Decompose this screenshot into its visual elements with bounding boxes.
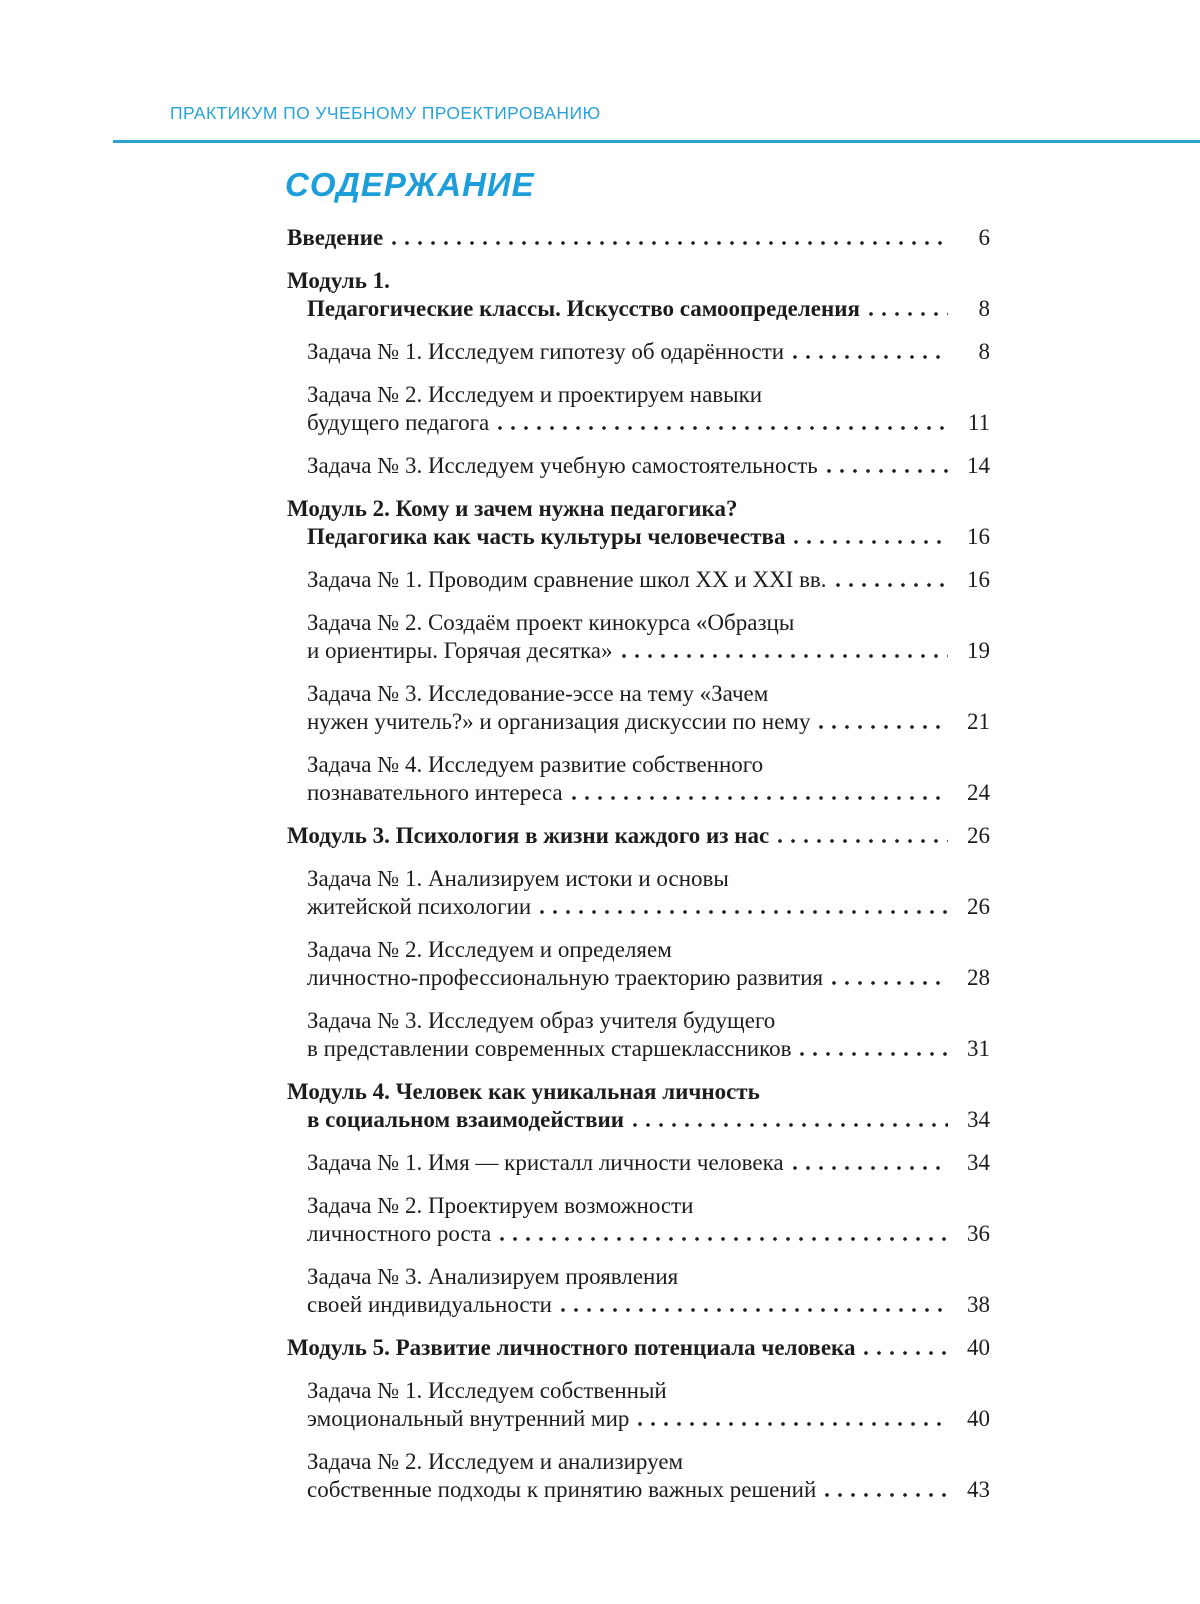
toc-entry-line	[287, 1149, 990, 1177]
toc-entry-line	[287, 1035, 990, 1063]
toc-entry-text: Задача № 4. Исследуем развитие собственного	[307, 752, 764, 777]
toc-entry-text: Задача № 3. Исследуем образ учителя будущего	[307, 1008, 776, 1033]
toc-entry-line	[287, 381, 990, 409]
toc-page-number: 40	[967, 1335, 990, 1360]
toc-entry-text: Задача № 3. Анализируем проявления	[307, 1264, 679, 1289]
toc-entry-text: в представлении современных старшеклассников	[307, 1036, 792, 1061]
toc-dot-leader	[793, 1166, 948, 1170]
toc-entry-line	[287, 566, 990, 594]
toc-entry-line	[287, 865, 990, 893]
toc-dot-leader	[832, 981, 948, 985]
toc-entry-text: личностного роста	[307, 1221, 492, 1246]
toc-entry-text: будущего педагога	[307, 410, 490, 435]
toc-dot-leader	[869, 312, 948, 316]
toc-entry-text: Модуль 2. Кому и зачем нужна педагогика?	[287, 496, 738, 521]
toc-entry	[287, 751, 990, 807]
toc-entry-text: житейской психологии	[307, 894, 532, 919]
toc-entry-line	[287, 1106, 990, 1134]
toc-entry-text: Модуль 5. Развитие личностного потенциала человека	[287, 1335, 856, 1360]
toc-page-number: 8	[978, 339, 990, 364]
toc-entry-text: Педагогика как часть культуры человечества	[307, 524, 786, 549]
toc-entry-text: Задача № 1. Имя — кристалл личности человека	[307, 1150, 784, 1175]
toc-entry-line	[287, 295, 990, 323]
toc-dot-leader	[819, 725, 948, 729]
toc-entry	[287, 1149, 990, 1177]
toc-entry-line	[287, 964, 990, 992]
toc-entry-text: Задача № 1. Исследуем гипотезу об одарённости	[307, 339, 785, 364]
toc-entry	[287, 452, 990, 480]
toc-dot-leader	[561, 1308, 948, 1312]
toc-page-number: 31	[967, 1036, 990, 1061]
toc-entry-text: нужен учитель?» и организация дискуссии по нему	[307, 709, 811, 734]
toc-entry-line	[287, 452, 990, 480]
toc-page-number: 24	[967, 780, 990, 805]
toc-dot-leader	[778, 839, 948, 843]
toc-entry-text: и ориентиры. Горячая десятка»	[307, 638, 613, 663]
running-header: ПРАКТИКУМ ПО УЧЕБНОМУ ПРОЕКТИРОВАНИЮ	[170, 103, 601, 123]
toc-dot-leader	[793, 355, 948, 359]
toc-entry-text: Введение	[287, 225, 384, 250]
toc-entry-line	[287, 1476, 990, 1504]
toc-entry-line	[287, 609, 990, 637]
toc-entry-text: эмоциональный внутренний мир	[307, 1406, 630, 1431]
toc-entry-text: Задача № 2. Проектируем возможности	[307, 1193, 694, 1218]
toc-entry-line	[287, 1377, 990, 1405]
toc-entry	[287, 1334, 990, 1362]
toc-entry-line	[287, 936, 990, 964]
toc-entry-line	[287, 224, 990, 252]
toc-entry-text: Задача № 1. Анализируем истоки и основы	[307, 866, 729, 891]
toc-entry-line	[287, 1334, 990, 1362]
toc-entry	[287, 1007, 990, 1063]
toc-entry	[287, 1377, 990, 1433]
toc-entry	[287, 338, 990, 366]
toc-entry	[287, 495, 990, 551]
toc-entry-line	[287, 1263, 990, 1291]
toc-entry-text: в социальном взаимодействии	[307, 1107, 625, 1132]
toc-page-number: 19	[967, 638, 990, 663]
toc-dot-leader	[392, 241, 948, 245]
toc-dot-leader	[633, 1123, 948, 1127]
toc-entry-text: Задача № 2. Исследуем и проектируем навыки	[307, 382, 763, 407]
toc-page-number: 40	[967, 1406, 990, 1431]
toc-entry-line	[287, 495, 990, 523]
toc-dot-leader	[638, 1422, 948, 1426]
toc-entry	[287, 566, 990, 594]
toc-entry-text: Задача № 2. Исследуем и анализируем	[307, 1449, 684, 1474]
toc-entry-line	[287, 893, 990, 921]
toc-page-number: 21	[967, 709, 990, 734]
toc-dot-leader	[794, 540, 948, 544]
toc-entry-text: Задача № 1. Исследуем собственный	[307, 1378, 667, 1403]
toc-entry-text: своей индивидуальности	[307, 1292, 552, 1317]
toc-entry	[287, 1263, 990, 1319]
toc-entry-text: Задача № 3. Исследование-эссе на тему «Зачем	[307, 681, 769, 706]
toc-entry-line	[287, 409, 990, 437]
toc-dot-leader	[498, 426, 948, 430]
toc-page-number: 14	[967, 453, 990, 478]
toc-dot-leader	[864, 1351, 948, 1355]
toc-dot-leader	[540, 910, 948, 914]
toc-page-number: 11	[967, 410, 990, 435]
toc-page-number: 38	[967, 1292, 990, 1317]
toc-entry-text: Задача № 1. Проводим сравнение школ XX и XXI вв.	[307, 567, 827, 592]
toc-dot-leader	[572, 796, 948, 800]
toc-entry-line	[287, 338, 990, 366]
toc-entry-line	[287, 822, 990, 850]
toc-page-number: 26	[967, 894, 990, 919]
toc-entry-line	[287, 680, 990, 708]
toc-entry-text: личностно-профессиональную траекторию развития	[307, 965, 824, 990]
toc-entry-line	[287, 779, 990, 807]
toc-page-number: 34	[967, 1107, 990, 1132]
header-rule	[113, 140, 1200, 143]
toc-entry	[287, 1448, 990, 1504]
toc-entry-line	[287, 267, 990, 295]
toc-entry	[287, 1078, 990, 1134]
toc-entry-line	[287, 1405, 990, 1433]
toc-page-number: 16	[967, 524, 990, 549]
toc-entry-text: Модуль 3. Психология в жизни каждого из нас	[287, 823, 770, 848]
toc-entry	[287, 267, 990, 323]
toc-entry-text: Задача № 2. Создаём проект кинокурса «Образцы	[307, 610, 795, 635]
toc-entry-line	[287, 1007, 990, 1035]
toc-page-number: 6	[978, 225, 990, 250]
toc-entry-text: Педагогические классы. Искусство самоопределения	[307, 296, 860, 321]
toc-entry-line	[287, 1448, 990, 1476]
toc-entry	[287, 609, 990, 665]
toc-entry-line	[287, 1220, 990, 1248]
toc-entry-line	[287, 1291, 990, 1319]
table-of-contents	[287, 224, 990, 1519]
toc-entry-line	[287, 751, 990, 779]
toc-entry-line	[287, 523, 990, 551]
toc-entry-text: познавательного интереса	[307, 780, 563, 805]
toc-page-number: 28	[967, 965, 990, 990]
page-title: СОДЕРЖАНИЕ	[285, 166, 535, 203]
toc-page-number: 16	[967, 567, 990, 592]
toc-entry-text: Задача № 2. Исследуем и определяем	[307, 937, 672, 962]
toc-dot-leader	[827, 469, 948, 473]
toc-dot-leader	[622, 654, 948, 658]
toc-entry-line	[287, 1078, 990, 1106]
toc-page-number: 43	[967, 1477, 990, 1502]
toc-page-number: 34	[967, 1150, 990, 1175]
toc-entry-text: собственные подходы к принятию важных решений	[307, 1477, 817, 1502]
toc-page-number: 36	[967, 1221, 990, 1246]
toc-dot-leader	[836, 583, 948, 587]
toc-dot-leader	[825, 1493, 948, 1497]
toc-entry-line	[287, 1192, 990, 1220]
toc-dot-leader	[500, 1237, 948, 1241]
toc-entry	[287, 936, 990, 992]
toc-entry	[287, 224, 990, 252]
toc-entry-text: Модуль 1.	[287, 268, 390, 293]
toc-entry	[287, 381, 990, 437]
toc-entry	[287, 680, 990, 736]
toc-page-number: 8	[978, 296, 990, 321]
toc-entry	[287, 1192, 990, 1248]
toc-page-number: 26	[967, 823, 990, 848]
toc-entry-text: Задача № 3. Исследуем учебную самостоятельность	[307, 453, 818, 478]
toc-entry	[287, 865, 990, 921]
toc-entry	[287, 822, 990, 850]
toc-entry-text: Модуль 4. Человек как уникальная личность	[287, 1079, 760, 1104]
toc-entry-line	[287, 637, 990, 665]
toc-entry-line	[287, 708, 990, 736]
toc-dot-leader	[800, 1052, 948, 1056]
